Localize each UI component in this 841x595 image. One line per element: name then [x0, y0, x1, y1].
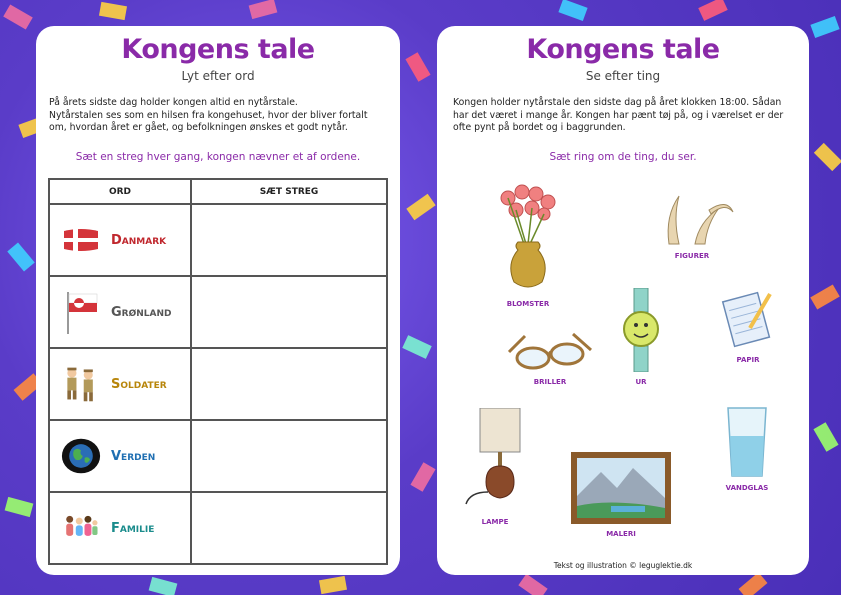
table-row: [49, 492, 387, 564]
left-title: Kongens tale: [121, 34, 315, 65]
item-vandglas[interactable]: [715, 406, 779, 492]
left-intro-line1: På årets sidste dag holder kongen altid en nytårstale.: [49, 97, 298, 108]
globe-icon: [61, 436, 101, 476]
table-row: [49, 348, 387, 420]
word-label: Familie: [111, 520, 155, 536]
right-worksheet-panel: [437, 26, 809, 575]
right-title: Kongens tale: [526, 34, 720, 65]
word-cell: [49, 420, 191, 492]
item-label: FIGURER: [674, 252, 710, 260]
item-briller[interactable]: [505, 326, 595, 386]
right-subtitle: Se efter ting: [585, 69, 661, 83]
glasses-icon: [507, 326, 593, 372]
item-lampe[interactable]: [455, 408, 535, 526]
item-label: BLOMSTER: [506, 300, 550, 308]
right-intro: Kongen holder nytårstale den sidste dag på året klokken 18:00. Sådan har det været i mange år. Kongen har pænt tøj på, og i værelset er der ofte pynt på bordet og i baggrunden.: [453, 97, 784, 134]
flower-vase-icon: [496, 184, 560, 294]
tally-cell[interactable]: [191, 420, 387, 492]
right-instruction: Sæt ring om de ting, du ser.: [549, 151, 697, 163]
greenland-flag-icon: [61, 292, 101, 332]
soldiers-icon: [61, 364, 101, 404]
tally-cell[interactable]: [191, 204, 387, 276]
item-blomster[interactable]: [493, 184, 563, 308]
word-cell: [49, 204, 191, 276]
family-icon: [61, 508, 101, 548]
table-row: [49, 276, 387, 348]
word-label: Danmark: [111, 232, 167, 248]
word-tally-table: [48, 178, 388, 565]
header-mark: SÆT STREG: [191, 179, 387, 204]
table-row: [49, 204, 387, 276]
item-label: VANDGLAS: [725, 484, 769, 492]
item-figurer[interactable]: [647, 188, 737, 260]
item-label: PAPIR: [736, 356, 760, 364]
item-papir[interactable]: [713, 288, 783, 364]
item-label: LAMPE: [481, 518, 509, 526]
left-subtitle: Lyt efter ord: [181, 69, 255, 83]
horn-figures-icon: [649, 188, 735, 246]
word-label: Grønland: [111, 304, 172, 320]
left-intro: [49, 97, 388, 135]
word-cell: [49, 492, 191, 564]
wristwatch-icon: [621, 288, 661, 372]
word-cell: [49, 276, 191, 348]
left-intro-line2: Nytårstalen ses som en hilsen fra kongehuset, hvor der bliver fortalt om, hvordan året er gået, og befolkningen ønskes et godt nytår.: [49, 109, 368, 134]
left-instruction: Sæt en streg hver gang, kongen nævner et af ordene.: [75, 151, 361, 163]
item-ur[interactable]: [615, 288, 667, 386]
item-label: BRILLER: [533, 378, 567, 386]
item-label: MALERI: [606, 530, 636, 538]
left-worksheet-panel: [36, 26, 400, 575]
table-row: [49, 420, 387, 492]
word-label: Verden: [111, 448, 156, 464]
word-cell: [49, 348, 191, 420]
lamp-icon: [460, 408, 530, 512]
danish-flag-icon: [61, 220, 101, 260]
tally-cell[interactable]: [191, 348, 387, 420]
tally-cell[interactable]: [191, 492, 387, 564]
header-word: ORD: [49, 179, 191, 204]
item-label: UR: [635, 378, 647, 386]
notepad-icon: [718, 288, 778, 350]
water-glass-icon: [722, 406, 772, 478]
table-header-row: [49, 179, 387, 204]
word-label: Soldater: [111, 376, 167, 392]
tally-cell[interactable]: [191, 276, 387, 348]
footer-credit: Tekst og illustration © leguglektie.dk: [553, 561, 693, 570]
item-maleri[interactable]: [569, 452, 673, 538]
landscape-painting-icon: [571, 452, 671, 524]
